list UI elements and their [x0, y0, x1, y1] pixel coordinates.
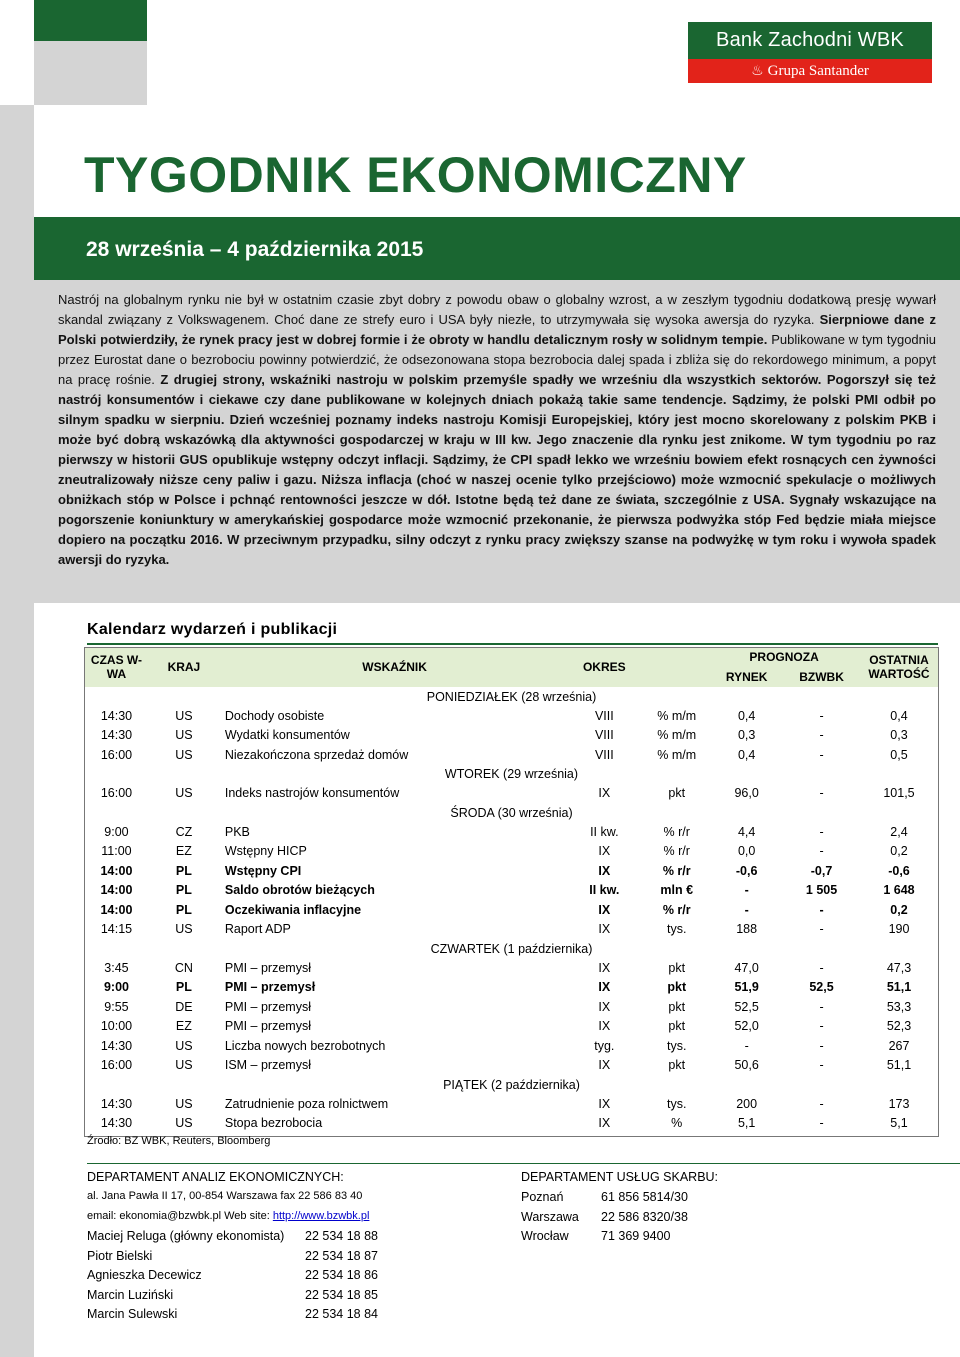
- day-row: [84, 765, 939, 784]
- cell-period: IX: [598, 980, 611, 995]
- footer-email-line: [87, 1210, 369, 1222]
- cell-unit: tys.: [667, 1096, 687, 1111]
- cell-time: 9:00: [104, 824, 129, 839]
- day-row: [84, 687, 939, 706]
- cell-unit: pkt: [668, 1058, 686, 1073]
- table-row: [84, 1114, 939, 1134]
- table-row: [84, 784, 939, 804]
- calendar-header-row: [84, 647, 939, 687]
- cell-country: US: [175, 1058, 193, 1073]
- summary-text: [58, 290, 936, 570]
- cell-bzwbk: -: [819, 728, 824, 743]
- cell-bzwbk: -: [819, 1058, 824, 1073]
- cell-indicator: Saldo obrotów bieżących: [224, 883, 375, 898]
- cell-period: VIII: [594, 747, 614, 762]
- day-row: [84, 803, 939, 822]
- cell-bzwbk: -: [819, 786, 824, 801]
- cell-bzwbk: -: [819, 824, 824, 839]
- cell-previous: 0,2: [890, 844, 908, 859]
- economist-name: Agnieszka Decewicz: [87, 1268, 202, 1282]
- day-label: CZWARTEK (1 października): [430, 941, 593, 956]
- cell-bzwbk: -: [819, 747, 824, 762]
- cell-time: 14:30: [100, 708, 133, 723]
- cell-country: US: [175, 922, 193, 937]
- office-phone: 22 586 8320/38: [601, 1209, 688, 1224]
- header-period: OKRES: [564, 647, 644, 687]
- economist-name: Marcin Sulewski: [87, 1307, 178, 1321]
- bank-logo: [688, 22, 932, 83]
- header-forecast-label: PROGNOZA: [749, 650, 819, 664]
- cell-country: US: [175, 1096, 193, 1111]
- cell-market: 47,0: [734, 960, 759, 975]
- cell-unit: % r/r: [663, 844, 690, 859]
- header-country: KRAJ: [149, 647, 219, 687]
- table-row: [84, 958, 939, 978]
- cell-previous: 0,3: [890, 728, 908, 743]
- cell-period: IX: [598, 960, 611, 975]
- page-title: TYGODNIK EKONOMICZNY: [84, 147, 747, 203]
- table-row: [84, 745, 939, 765]
- economist-name: Maciej Reluga (główny ekonomista): [87, 1229, 285, 1243]
- cell-previous: 47,3: [886, 960, 912, 975]
- cell-period: tyg.: [594, 1038, 615, 1053]
- cell-previous: 0,2: [890, 902, 908, 917]
- economist-phone: 22 534 18 88: [305, 1229, 378, 1243]
- cell-unit: % r/r: [662, 863, 691, 878]
- cell-market: 50,6: [734, 1058, 759, 1073]
- cell-time: 9:55: [104, 999, 129, 1014]
- cell-market: 0,4: [737, 708, 756, 723]
- cell-bzwbk: -: [819, 844, 824, 859]
- calendar-body: [84, 687, 939, 1133]
- cell-time: 3:45: [104, 960, 129, 975]
- cell-bzwbk: -0,7: [810, 863, 833, 878]
- cell-indicator: Dochody osobiste: [224, 708, 325, 723]
- cell-country: PL: [175, 902, 192, 917]
- cell-bzwbk: 1 505: [805, 883, 838, 898]
- summary-part-5: Dzień wcześniej poznamy indeks nastroju Komisji Europejskiej, który jest mocno skorelowany z polskim PKB i może być dobrą wskazówką dla aktywności gospodarczej w kraju w III kw. Jego znaczenie dla rynku jest znikome. W tym tygodniu po raz pierwszy w historii GUS opublikuje wstępny odczyt inflacji. Sądzimy, że CPI spadł lekko we wrześniu bowiem efekt rosnących cen żywności zneutralizowały niższe ceny paliw i gazu. Niższa inflacja (choć w naszej ocenie tylko przejściowo) może wzmocnić spekulacje o możliwych obniżkach stóp w Polsce i pchnąć rentowności jeszcze w dół. Istotne będą też dane ze świata, szczególnie z USA. Sygnały wskazujące na pogorszenie koniunktury w amerykańskiej gospodarce może wzmocnić przekonanie, że pierwsza podwyżka stóp Fed będzie miała miejsce dopiero na początku 2016. W przeciwnym przypadku, silny odczyt z rynku pracy zwiększy szanse na podwyżkę w tym roku i wywoła spadek awersji do ryzyka.: [58, 412, 936, 567]
- economist-phone: 22 534 18 84: [305, 1307, 378, 1321]
- cell-previous: 51,1: [886, 1058, 912, 1073]
- table-row: [84, 1056, 939, 1076]
- office-city: Poznań: [521, 1190, 564, 1204]
- cell-indicator: ISM – przemysł: [224, 1058, 311, 1073]
- left-band: [0, 105, 34, 1357]
- cell-bzwbk: -: [819, 1019, 824, 1034]
- office-city: Warszawa: [521, 1209, 579, 1224]
- cell-previous: 190: [888, 922, 910, 937]
- cell-country: CZ: [175, 824, 193, 839]
- cell-market: -: [744, 883, 749, 898]
- cell-indicator: Wstępny HICP: [224, 844, 307, 859]
- cell-period: IX: [598, 999, 611, 1014]
- cell-time: 14:30: [100, 1038, 133, 1053]
- cell-indicator: Zatrudnienie poza rolnictwem: [224, 1096, 389, 1111]
- cell-market: 0,4: [737, 747, 756, 762]
- table-row: [84, 706, 939, 726]
- day-row: [84, 1075, 939, 1094]
- footer-right-heading: DEPARTAMENT USŁUG SKARBU:: [521, 1170, 719, 1184]
- cell-market: 0,0: [737, 844, 756, 859]
- calendar-source: Źrodło: BZ WBK, Reuters, Bloomberg: [87, 1135, 271, 1147]
- table-row: [84, 726, 939, 746]
- cell-previous: 101,5: [883, 786, 915, 801]
- table-row: [84, 822, 939, 842]
- cell-country: EZ: [175, 1019, 192, 1034]
- cell-indicator: Oczekiwania inflacyjne: [224, 902, 362, 917]
- cell-time: 16:00: [100, 747, 133, 762]
- cell-unit: % r/r: [663, 824, 690, 839]
- cell-market: 96,0: [734, 786, 759, 801]
- cell-bzwbk: -: [819, 960, 824, 975]
- header-indicator: WSKAŹNIK: [219, 647, 565, 687]
- cell-previous: 267: [888, 1038, 910, 1053]
- cell-bzwbk: -: [819, 922, 824, 937]
- day-label: PONIEDZIAŁEK (28 września): [426, 689, 597, 704]
- cell-time: 14:00: [100, 863, 133, 878]
- cell-previous: 2,4: [890, 824, 908, 839]
- cell-previous: 5,1: [890, 1116, 908, 1131]
- summary-part-3: Publikowane w tym tygodniu przez Eurostat dane o bezrobociu powinny potwierdzić, że odsezonowana stopa bezrobocia dalej spada i zbliża się do rekordowego minimum, a popyt na pracę rośnie.: [58, 332, 937, 387]
- footer-website-link[interactable]: http://www.bzwbk.pl: [272, 1210, 370, 1222]
- table-row: [84, 1094, 939, 1114]
- footer-left-heading: DEPARTAMENT ANALIZ EKONOMICZNYCH:: [87, 1170, 344, 1184]
- cell-country: DE: [175, 999, 193, 1014]
- cell-indicator: Niezakończona sprzedaż domów: [224, 747, 409, 762]
- cell-period: IX: [598, 1096, 611, 1111]
- cell-bzwbk: -: [819, 1096, 824, 1111]
- cell-period: IX: [598, 786, 611, 801]
- economist-phone: 22 534 18 87: [305, 1248, 378, 1263]
- header-bzwbk: BZWBK: [799, 670, 844, 684]
- cell-bzwbk: -: [819, 1116, 824, 1131]
- table-row: [84, 861, 939, 881]
- cell-period: VIII: [594, 708, 614, 723]
- header-market: RYNEK: [725, 670, 768, 684]
- cell-indicator: PMI – przemysł: [224, 999, 311, 1014]
- day-label: WTOREK (29 września): [444, 767, 579, 781]
- cell-indicator: Raport ADP: [224, 922, 291, 937]
- table-row: [84, 842, 939, 862]
- cell-unit: % m/m: [657, 728, 697, 743]
- header-time: CZAS W-WA: [84, 647, 149, 687]
- cell-time: 14:00: [100, 902, 133, 917]
- cell-unit: mln €: [660, 883, 694, 898]
- cell-period: IX: [598, 902, 611, 917]
- cell-market: 4,4: [737, 824, 756, 839]
- header-previous: OSTATNIA WARTOŚĆ: [859, 647, 939, 687]
- santander-flame-icon: ♨: [751, 64, 764, 79]
- cell-unit: % m/m: [657, 708, 697, 723]
- cell-unit: % m/m: [657, 747, 697, 762]
- cell-time: 14:00: [100, 883, 133, 898]
- cell-unit: %: [671, 1116, 683, 1131]
- cell-country: US: [175, 708, 193, 723]
- cell-previous: 0,4: [890, 708, 908, 723]
- summary-part-4: Z drugiej strony, wskaźniki nastroju w polskim przemyśle spadły we wrześniu dla wszystkich sektorów. Pogorszył się też nastrój konsumentów i ciekawe czy dane publikowane w kolejnych dniach pokażą takie same tendencje. Sądzimy, że polski PMI odbił po silnym spadku w sierpniu.: [58, 372, 936, 427]
- cell-country: PL: [175, 863, 192, 878]
- cell-time: 16:00: [100, 786, 133, 801]
- cell-previous: 1 648: [883, 883, 915, 898]
- cell-market: 0,3: [737, 728, 756, 743]
- cell-country: PL: [175, 883, 192, 898]
- table-row: [84, 997, 939, 1017]
- calendar-rule: [87, 643, 938, 645]
- cell-time: 16:00: [100, 1058, 133, 1073]
- cell-time: 11:00: [101, 844, 132, 859]
- cell-market: 52,0: [734, 1019, 759, 1034]
- cell-indicator: Liczba nowych bezrobotnych: [224, 1038, 386, 1053]
- cell-previous: -0,6: [888, 863, 910, 878]
- economist-name: Marcin Luziński: [87, 1287, 174, 1302]
- corner-accent: [34, 0, 147, 41]
- calendar-table: [84, 647, 939, 1133]
- cell-indicator: PMI – przemysł: [224, 960, 311, 975]
- cell-time: 9:00: [103, 980, 129, 995]
- header-forecast: [709, 647, 859, 687]
- cell-market: 188: [736, 922, 758, 937]
- cell-indicator: Wydatki konsumentów: [224, 728, 350, 743]
- cell-previous: 173: [888, 1096, 910, 1111]
- cell-unit: pkt: [668, 999, 686, 1014]
- day-label: ŚRODA (30 września): [450, 805, 573, 820]
- cell-country: PL: [175, 980, 192, 995]
- economist-phone: 22 534 18 85: [305, 1287, 378, 1302]
- calendar-title: Kalendarz wydarzeń i publikacji: [87, 621, 338, 638]
- logo-bank-name: Bank Zachodni WBK: [688, 22, 932, 59]
- office-phone: 71 369 9400: [601, 1229, 671, 1243]
- office-city: Wrocław: [521, 1229, 569, 1243]
- office-phone: 61 856 5814/30: [601, 1190, 688, 1204]
- cell-period: IX: [598, 863, 611, 878]
- economist-name: Piotr Bielski: [87, 1248, 153, 1263]
- cell-market: 51,9: [734, 980, 759, 995]
- cell-country: CN: [174, 960, 193, 975]
- cell-time: 10:00: [100, 1019, 133, 1034]
- cell-bzwbk: -: [819, 999, 824, 1014]
- day-label: PIĄTEK (2 października): [443, 1077, 580, 1092]
- table-row: [84, 978, 939, 998]
- cell-period: IX: [598, 844, 611, 859]
- summary-part-1: Nastrój na globalnym rynku nie był w ostatnim czasie zbyt dobry z powodu obaw o globalny wzrost, a w zeszłym tygodniu dodatkową presję wywarł skandal związany z Volkswagenem. Choć dane ze strefy euro i USA były niezłe, to utrzymywała się wysoka awersja do ryzyka.: [58, 292, 936, 327]
- cell-unit: pkt: [668, 1019, 686, 1034]
- cell-period: II kw.: [589, 883, 620, 898]
- cell-bzwbk: -: [819, 902, 824, 917]
- cell-indicator: Wstępny CPI: [224, 863, 302, 878]
- logo-group-name: Grupa Santander: [767, 63, 869, 79]
- cell-period: II kw.: [590, 824, 619, 839]
- cell-period: VIII: [594, 728, 614, 743]
- cell-indicator: PMI – przemysł: [224, 1019, 311, 1034]
- table-row: [84, 900, 939, 920]
- cell-time: 14:15: [100, 922, 133, 937]
- logo-group: [688, 59, 932, 83]
- cell-indicator: PMI – przemysł: [224, 980, 316, 995]
- cell-previous: 0,5: [890, 747, 908, 762]
- cell-previous: 52,3: [886, 1019, 912, 1034]
- cell-country: US: [175, 747, 193, 762]
- cell-bzwbk: -: [819, 708, 824, 723]
- cell-market: 5,1: [737, 1116, 756, 1131]
- date-range: 28 września – 4 października 2015: [86, 238, 424, 261]
- table-row: [84, 1017, 939, 1037]
- table-row: [84, 1036, 939, 1056]
- footer-rule: [87, 1163, 960, 1164]
- cell-market: 200: [736, 1096, 758, 1111]
- cell-time: 14:30: [100, 1116, 133, 1131]
- cell-period: IX: [598, 1116, 611, 1131]
- cell-indicator: PKB: [224, 824, 250, 839]
- cell-unit: tys.: [667, 922, 687, 937]
- cell-time: 14:30: [100, 728, 133, 743]
- summary-part-2: Sierpniowe dane z Polski potwierdziły, że rynek pracy jest w dobrej formie i że obroty w handlu detalicznym rosły w solidnym tempie.: [58, 312, 936, 347]
- cell-bzwbk: 52,5: [809, 980, 834, 995]
- cell-period: IX: [598, 1058, 611, 1073]
- cell-market: -0,6: [735, 863, 758, 878]
- table-row: [84, 920, 939, 940]
- cell-country: US: [175, 728, 193, 743]
- cell-unit: tys.: [667, 1038, 687, 1053]
- cell-market: -: [744, 1038, 749, 1053]
- cell-period: IX: [598, 922, 611, 937]
- cell-period: IX: [598, 1019, 611, 1034]
- cell-previous: 53,3: [886, 999, 912, 1014]
- cell-unit: % r/r: [662, 902, 691, 917]
- footer-address: al. Jana Pawła II 17, 00-854 Warszawa fax 22 586 83 40: [87, 1190, 363, 1202]
- cell-unit: pkt: [668, 786, 686, 801]
- header-unit-blank: [644, 647, 709, 687]
- cell-indicator: Stopa bezrobocia: [224, 1116, 323, 1131]
- economist-phone: 22 534 18 86: [305, 1268, 378, 1282]
- cell-country: US: [175, 1038, 193, 1053]
- table-row: [84, 881, 939, 901]
- cell-country: US: [175, 1116, 193, 1131]
- cell-unit: pkt: [667, 980, 687, 995]
- cell-country: EZ: [175, 844, 192, 859]
- cell-unit: pkt: [668, 960, 686, 975]
- cell-country: US: [175, 786, 193, 801]
- day-row: [84, 939, 939, 958]
- cell-market: 52,5: [734, 999, 759, 1014]
- cell-previous: 51,1: [886, 980, 912, 995]
- cell-time: 14:30: [100, 1096, 133, 1111]
- cell-market: -: [744, 902, 749, 917]
- footer-email: email: ekonomia@bzwbk.pl Web site:: [87, 1210, 273, 1222]
- cell-bzwbk: -: [819, 1038, 824, 1053]
- cell-indicator: Indeks nastrojów konsumentów: [224, 786, 400, 801]
